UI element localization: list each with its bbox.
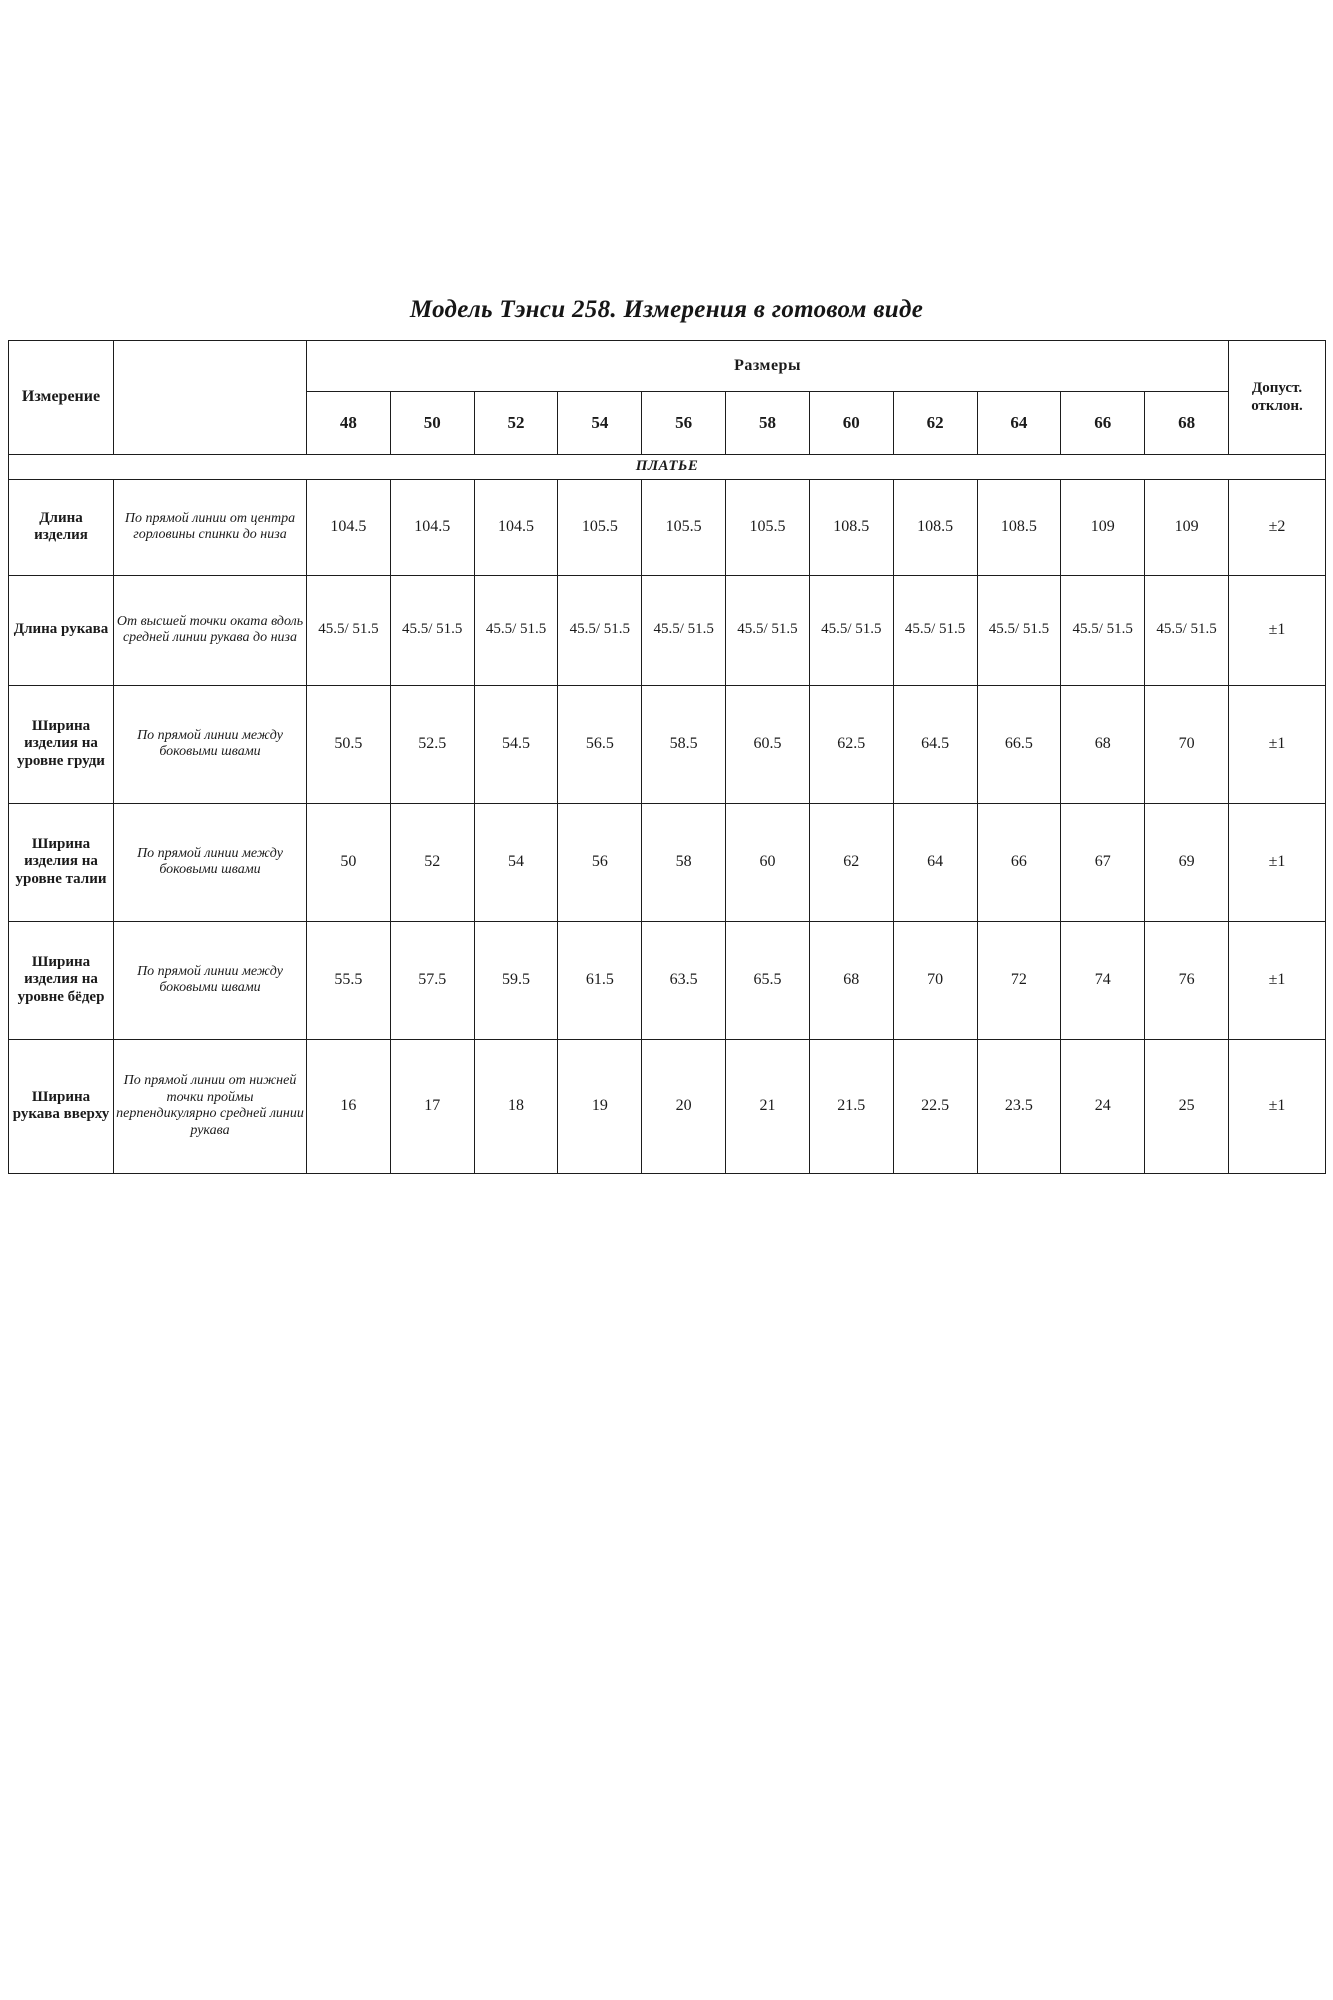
cell-value: 105.5 — [558, 479, 642, 575]
table-row — [9, 479, 1326, 575]
table-row — [9, 921, 1326, 1039]
cell-value: 74 — [1061, 921, 1145, 1039]
cell-value: 65.5 — [726, 921, 810, 1039]
table-body — [9, 455, 1326, 1174]
cell-value: 56 — [558, 803, 642, 921]
cell-value: 68 — [809, 921, 893, 1039]
row-name: Длина рукава — [9, 575, 114, 685]
section-row-dress — [9, 455, 1326, 480]
cell-value: 72 — [977, 921, 1061, 1039]
header-sizes-group: Размеры — [307, 341, 1229, 392]
header-size-68: 68 — [1145, 392, 1229, 455]
header-description — [114, 341, 307, 455]
cell-value: 18 — [474, 1039, 558, 1173]
cell-value: 54.5 — [474, 685, 558, 803]
cell-value: 45.5/ 51.5 — [1145, 575, 1229, 685]
cell-value: 22.5 — [893, 1039, 977, 1173]
cell-value: 105.5 — [642, 479, 726, 575]
cell-value: 66.5 — [977, 685, 1061, 803]
cell-value: 56.5 — [558, 685, 642, 803]
header-tolerance: Допуст. отклон. — [1229, 341, 1326, 455]
cell-value: 63.5 — [642, 921, 726, 1039]
header-size-62: 62 — [893, 392, 977, 455]
cell-value: 108.5 — [977, 479, 1061, 575]
table-row — [9, 685, 1326, 803]
cell-value: 70 — [893, 921, 977, 1039]
cell-value: 60.5 — [726, 685, 810, 803]
row-name: Ширина рукава вверху — [9, 1039, 114, 1173]
cell-value: 104.5 — [390, 479, 474, 575]
cell-value: 52 — [390, 803, 474, 921]
table-row — [9, 803, 1326, 921]
cell-value: 76 — [1145, 921, 1229, 1039]
header-size-64: 64 — [977, 392, 1061, 455]
cell-value: 61.5 — [558, 921, 642, 1039]
cell-value: 62 — [809, 803, 893, 921]
cell-value: 45.5/ 51.5 — [558, 575, 642, 685]
cell-value: 50 — [307, 803, 391, 921]
cell-value: 24 — [1061, 1039, 1145, 1173]
cell-tolerance: ±2 — [1229, 479, 1326, 575]
cell-value: 58 — [642, 803, 726, 921]
row-description: По прямой линии между боковыми швами — [114, 803, 307, 921]
cell-value: 70 — [1145, 685, 1229, 803]
cell-value: 52.5 — [390, 685, 474, 803]
cell-value: 108.5 — [809, 479, 893, 575]
row-name: Ширина изделия на уровне бёдер — [9, 921, 114, 1039]
cell-value: 104.5 — [307, 479, 391, 575]
row-name: Ширина изделия на уровне груди — [9, 685, 114, 803]
cell-value: 45.5/ 51.5 — [307, 575, 391, 685]
cell-value: 66 — [977, 803, 1061, 921]
header-size-52: 52 — [474, 392, 558, 455]
cell-value: 45.5/ 51.5 — [642, 575, 726, 685]
cell-value: 25 — [1145, 1039, 1229, 1173]
cell-value: 105.5 — [726, 479, 810, 575]
header-measurement: Измерение — [9, 341, 114, 455]
cell-value: 58.5 — [642, 685, 726, 803]
row-description: По прямой линии между боковыми швами — [114, 921, 307, 1039]
cell-tolerance: ±1 — [1229, 575, 1326, 685]
cell-value: 17 — [390, 1039, 474, 1173]
cell-value: 59.5 — [474, 921, 558, 1039]
cell-value: 64 — [893, 803, 977, 921]
header-size-56: 56 — [642, 392, 726, 455]
cell-value: 54 — [474, 803, 558, 921]
cell-value: 55.5 — [307, 921, 391, 1039]
cell-value: 109 — [1061, 479, 1145, 575]
row-description: По прямой линии от центра горловины спинки до низа — [114, 479, 307, 575]
cell-value: 50.5 — [307, 685, 391, 803]
cell-value: 62.5 — [809, 685, 893, 803]
cell-value: 45.5/ 51.5 — [390, 575, 474, 685]
table-row — [9, 575, 1326, 685]
page-title: Модель Тэнси 258. Измерения в готовом виде — [409, 296, 924, 323]
cell-value: 45.5/ 51.5 — [474, 575, 558, 685]
cell-tolerance: ±1 — [1229, 803, 1326, 921]
cell-value: 109 — [1145, 479, 1229, 575]
cell-value: 45.5/ 51.5 — [1061, 575, 1145, 685]
cell-tolerance: ±1 — [1229, 685, 1326, 803]
cell-value: 67 — [1061, 803, 1145, 921]
cell-value: 16 — [307, 1039, 391, 1173]
cell-value: 45.5/ 51.5 — [726, 575, 810, 685]
header-size-54: 54 — [558, 392, 642, 455]
table-row — [9, 1039, 1326, 1173]
table-header — [9, 341, 1326, 455]
row-description: По прямой линии от нижней точки проймы перпендикулярно средней линии рукава — [114, 1039, 307, 1173]
cell-value: 45.5/ 51.5 — [809, 575, 893, 685]
header-size-66: 66 — [1061, 392, 1145, 455]
cell-value: 104.5 — [474, 479, 558, 575]
cell-value: 108.5 — [893, 479, 977, 575]
measurements-table-container — [8, 340, 1326, 1174]
header-size-48: 48 — [307, 392, 391, 455]
cell-value: 21.5 — [809, 1039, 893, 1173]
cell-value: 69 — [1145, 803, 1229, 921]
section-label-dress: ПЛАТЬЕ — [9, 455, 1326, 480]
table-header-row-1 — [9, 341, 1326, 392]
cell-value: 45.5/ 51.5 — [893, 575, 977, 685]
measurements-table — [8, 340, 1326, 1174]
header-size-60: 60 — [809, 392, 893, 455]
cell-value: 23.5 — [977, 1039, 1061, 1173]
cell-value: 21 — [726, 1039, 810, 1173]
cell-value: 57.5 — [390, 921, 474, 1039]
row-description: По прямой линии между боковыми швами — [114, 685, 307, 803]
cell-tolerance: ±1 — [1229, 1039, 1326, 1173]
header-size-58: 58 — [726, 392, 810, 455]
header-size-50: 50 — [390, 392, 474, 455]
row-name: Ширина изделия на уровне талии — [9, 803, 114, 921]
cell-value: 20 — [642, 1039, 726, 1173]
cell-value: 60 — [726, 803, 810, 921]
cell-value: 45.5/ 51.5 — [977, 575, 1061, 685]
cell-value: 68 — [1061, 685, 1145, 803]
cell-value: 64.5 — [893, 685, 977, 803]
row-description: От высшей точки оката вдоль средней линии рукава до низа — [114, 575, 307, 685]
row-name: Длина изделия — [9, 479, 114, 575]
cell-tolerance: ±1 — [1229, 921, 1326, 1039]
cell-value: 19 — [558, 1039, 642, 1173]
